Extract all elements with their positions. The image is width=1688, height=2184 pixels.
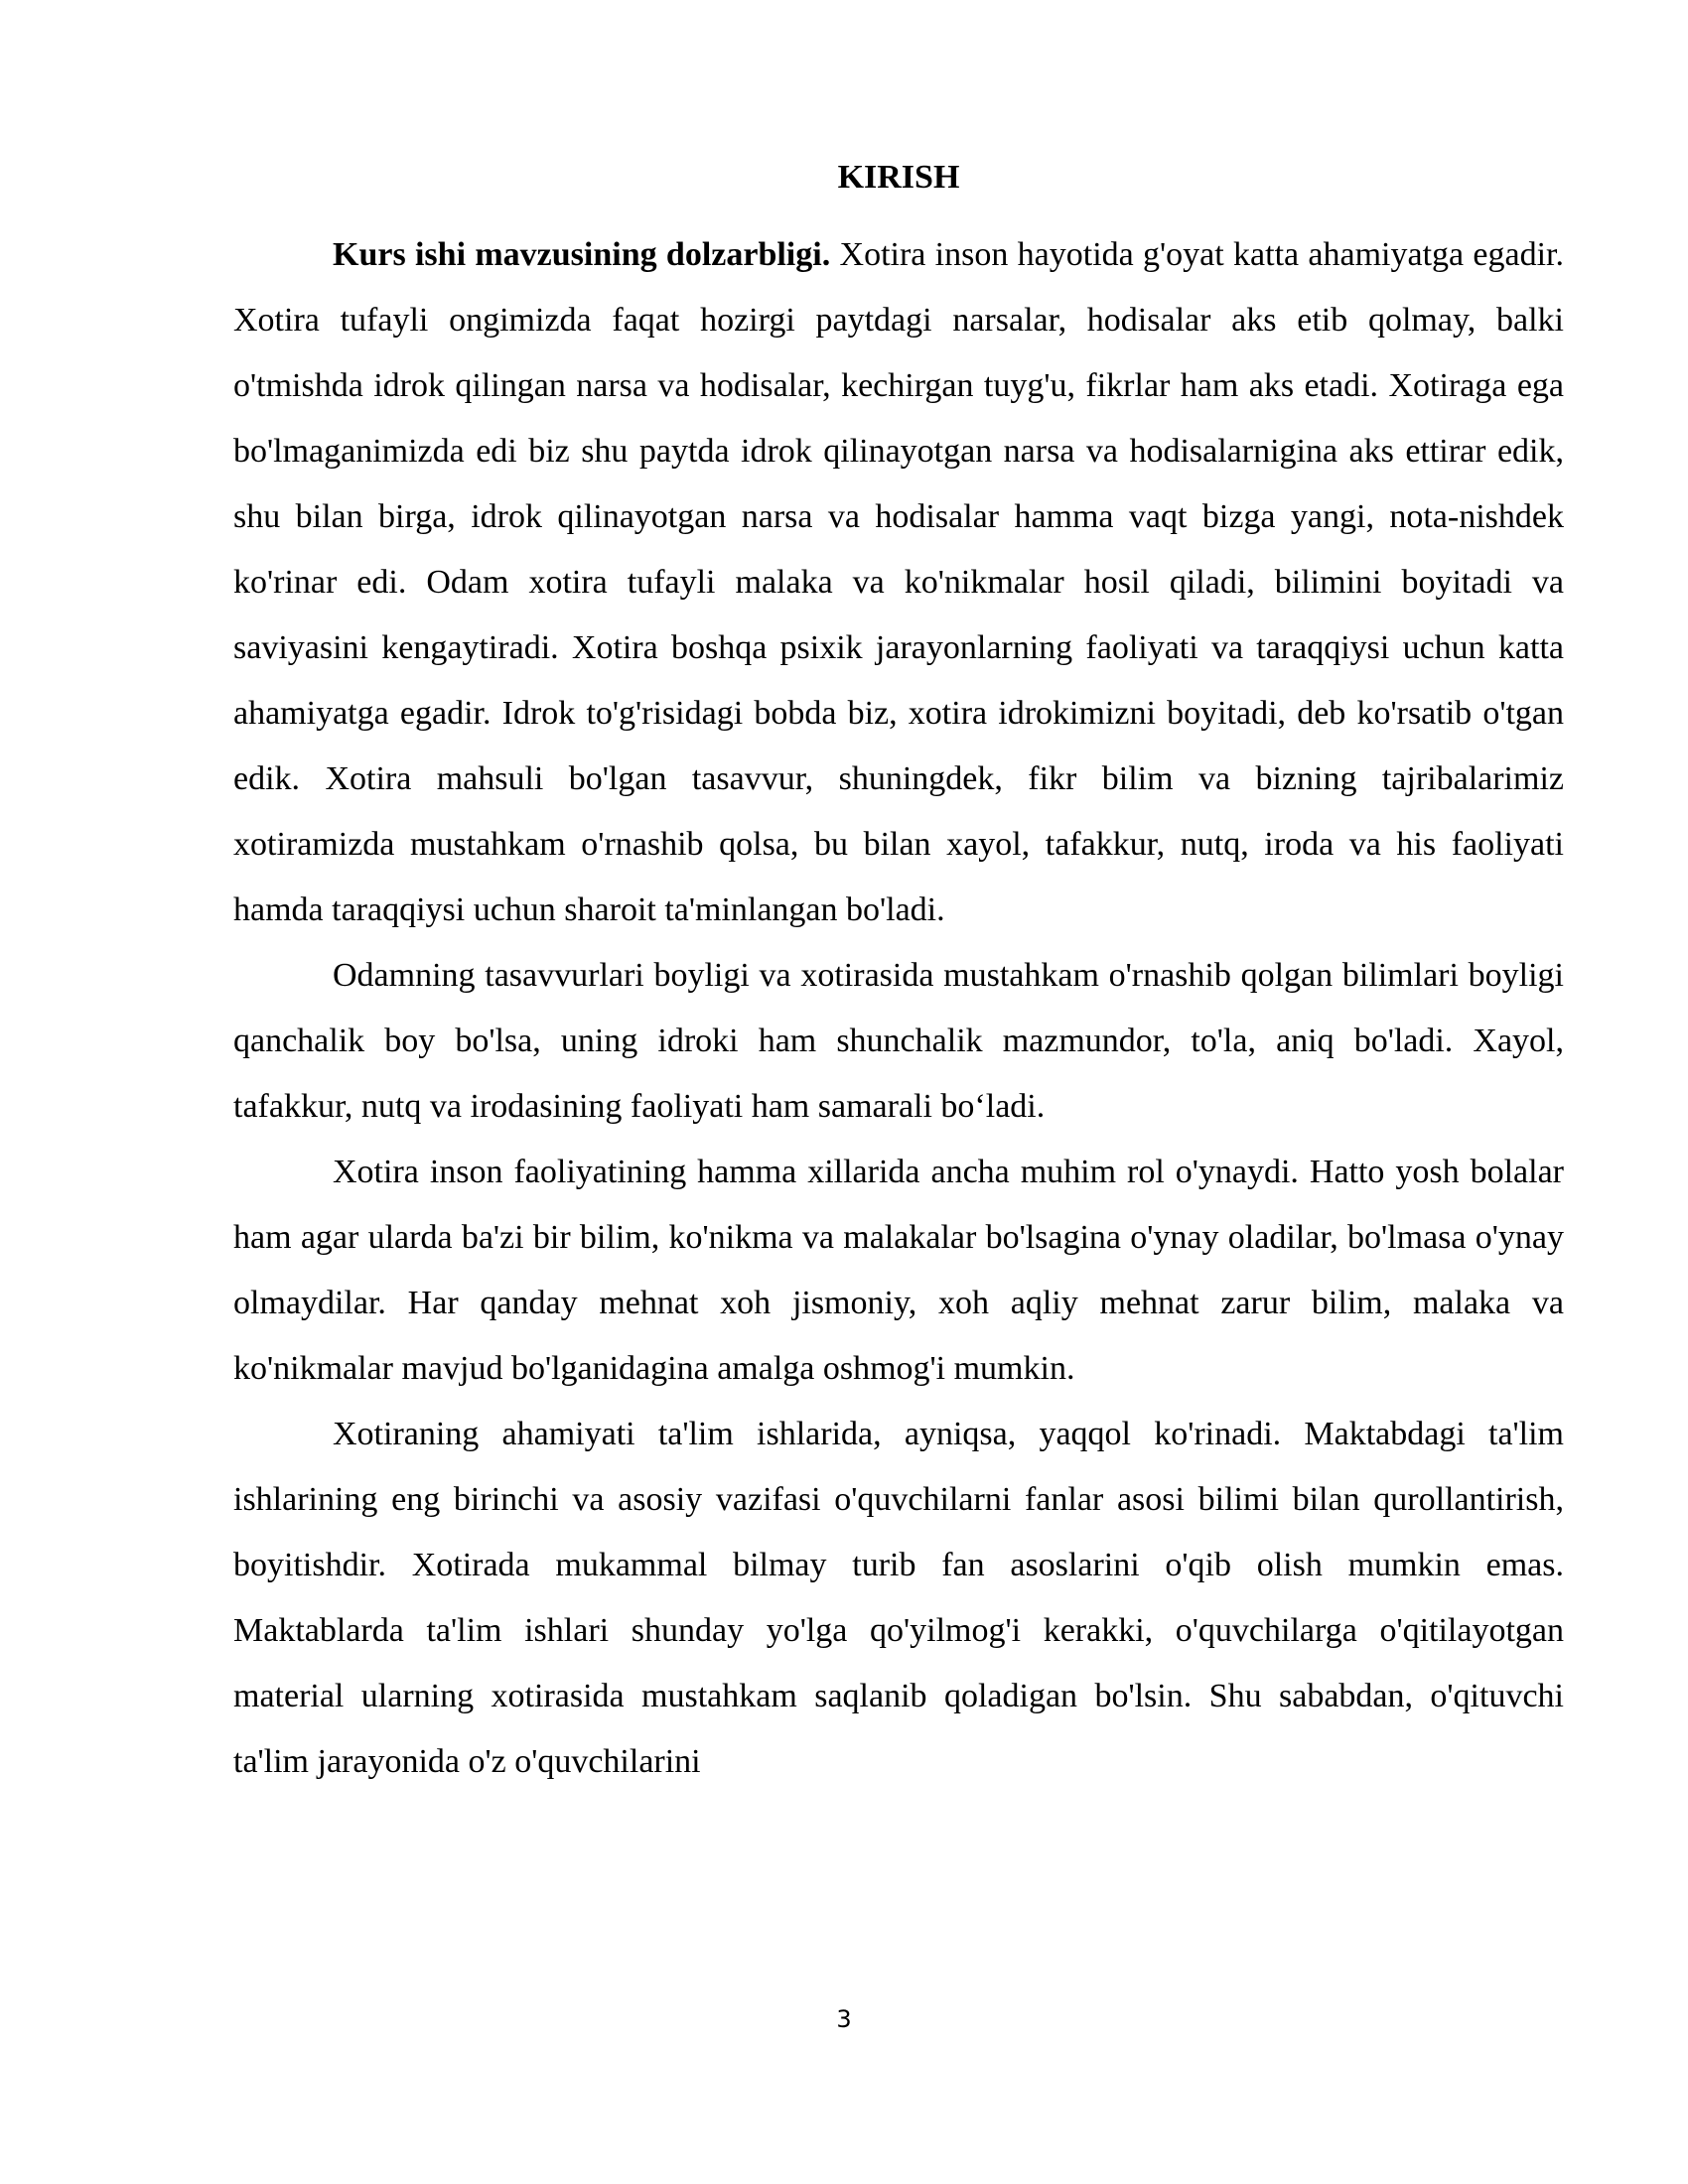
body-text — [233, 222, 1564, 1795]
paragraph-2 — [233, 943, 1564, 1140]
paragraph-text: Xotira inson hayotida g'oyat katta ahamiyatga egadir. Xotira tufayli ongimizda faqat hozirgi paytdagi narsalar, hodisalar aks etib qolmay, balki o'tmishda idrok qilingan narsa va hodisalar, kechirgan tuyg'u, fikrlar ham aks etadi. Xotiraga ega bo'lmaganimizda edi biz shu paytda idrok qilinayotgan narsa va hodisalarnigina aks ettirar edik, shu bilan birga, idrok qilinayotgan narsa va hodisalar hamma vaqt bizga yangi, nota-nishdek ko'rinar edi. Odam xotira tufayli malaka va ko'nikmalar hosil qiladi, bilimini boyitadi va saviyasini kengaytiradi. Xotira boshqa psixik jarayonlarning faoliyati va taraqqiysi uchun katta ahamiyatga egadir. Idrok to'g'risidagi bobda biz, xotira idrokimizni boyitadi, deb ko'rsatib o'tgan edik. Xotira mahsuli bo'lgan tasavvur, shuningdek, fikr bilim va bizning tajribalarimiz xotiramizda mustahkam o'rnashib qolsa, bu bilan xayol, tafakkur, nutq, iroda va his faoliyati hamda taraqqiysi uchun sharoit ta'minlangan bo'ladi. — [233, 236, 1565, 928]
section-title: KIRISH — [837, 159, 960, 196]
paragraph-text: Xotira inson faoliyatining hamma xillarida ancha muhim rol o'ynaydi. Hatto yosh bolalar ham agar ularda ba'zi bir bilim, ko'nikma va malakalar bo'lsagina o'ynay oladilar, bo'lmasa o'ynay olmaydilar. Har qanday mehnat xoh jismoniy, xoh aqliy mehnat zarur bilim, malaka va ko'nikmalar mavjud bo'lganidagina amalga oshmog'i mumkin. — [233, 1154, 1564, 1387]
paragraph-1 — [233, 222, 1564, 943]
paragraph-4 — [233, 1402, 1564, 1795]
paragraph-lead: Kurs ishi mavzusining dolzarbligi. — [333, 236, 831, 273]
page-number: 3 — [836, 2005, 852, 2033]
paragraph-text: Xotiraning ahamiyati ta'lim ishlarida, ayniqsa, yaqqol ko'rinadi. Maktabdagi ta'lim ishlarining eng birinchi va asosiy vazifasi o'quvchilarni fanlar asosi bilimi bilan qurollantirish, boyitishdir. Xotirada mukammal bilmay turib fan asoslarini o'qib olish mumkin emas. Maktablarda ta'lim ishlari shunday yo'lga qo'yilmog'i kerakki, o'quvchilarga o'qitilayotgan material ularning xotirasida mustahkam saqlanib qoladigan bo'lsin. Shu sababdan, o'qituvchi ta'lim jarayonida o'z o'quvchilarini — [233, 1416, 1564, 1780]
paragraph-text: Odamning tasavvurlari boyligi va xotirasida mustahkam o'rnashib qolgan bilimlari boyligi qanchalik boy bo'lsa, uning idroki ham shunchalik mazmundor, to'la, aniq bo'ladi. Xayol, tafakkur, nutq va irodasining faoliyati ham samarali bo‘ladi. — [233, 957, 1564, 1125]
paragraph-3 — [233, 1140, 1564, 1402]
